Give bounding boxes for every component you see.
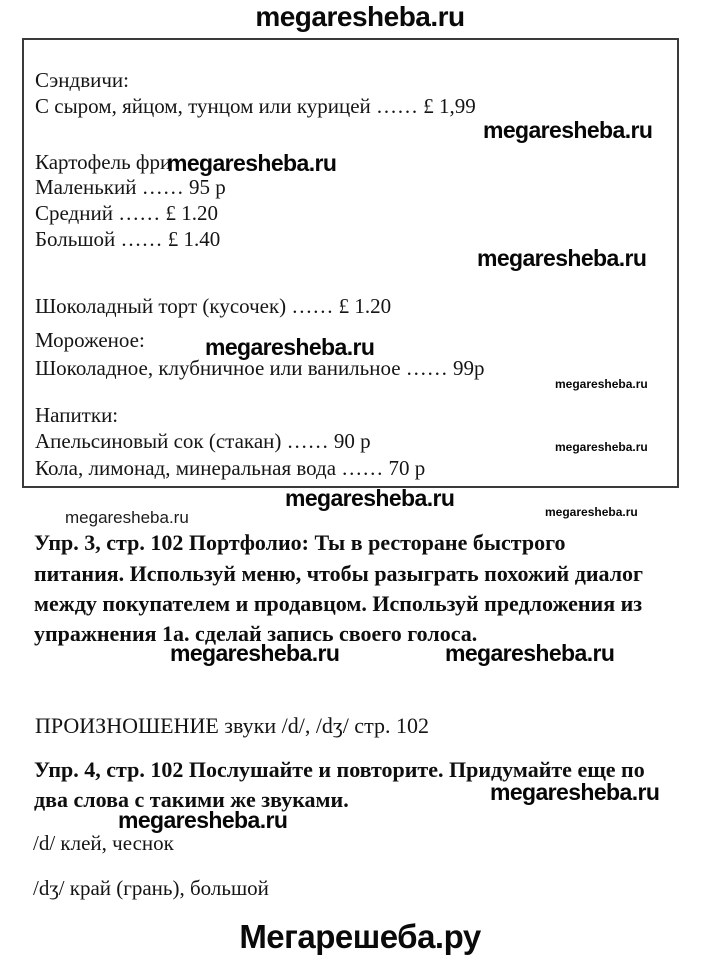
site-footer-logo: Мегарешеба.ру (239, 918, 481, 955)
watermark-text: megaresheba.ru (445, 640, 615, 666)
watermark-text: megaresheba.ru (167, 150, 337, 176)
exercise3-line: упражнения 1а. сделай запись своего голоса. (34, 621, 478, 646)
watermark-text: megaresheba.ru (477, 245, 647, 271)
menu-line: Напитки: (35, 403, 119, 427)
watermark-text: megaresheba.ru (555, 377, 648, 391)
watermark-text: megaresheba.ru (545, 505, 638, 519)
watermark-text: megaresheba.ru (285, 485, 455, 511)
menu-line: Сэндвичи: (35, 68, 129, 92)
menu-line: Маленький …… 95 р (35, 175, 226, 199)
menu-line: Шоколадное, клубничное или ванильное …… 99р (35, 356, 485, 380)
exercise3-line: Упр. 3, стр. 102 Портфолио: Ты в ресторане быстрого (34, 530, 566, 555)
watermark-text: megaresheba.ru (490, 779, 660, 805)
watermark-text: megaresheba.ru (65, 508, 189, 527)
watermark-text: megaresheba.ru (555, 440, 648, 454)
watermark-text: megaresheba.ru (205, 334, 375, 360)
watermark-text: megaresheba.ru (483, 117, 653, 143)
exercise4-line: два слова с такими же звуками. (34, 787, 349, 812)
menu-line: Средний …… £ 1.20 (35, 201, 218, 225)
watermark-text: megaresheba.ru (170, 640, 340, 666)
menu-line: Большой …… £ 1.40 (35, 227, 221, 251)
menu-line: Мороженое: (35, 328, 145, 352)
site-header-watermark: megaresheba.ru (255, 1, 465, 32)
pronunciation-heading: ПРОИЗНОШЕНИЕ звуки /d/, /dʒ/ стр. 102 (35, 713, 429, 738)
watermark-text: megaresheba.ru (118, 807, 288, 833)
menu-line: С сыром, яйцом, тунцом или курицей …… £ 1,99 (35, 94, 476, 118)
menu-line: Апельсиновый сок (стакан) …… 90 р (35, 429, 371, 453)
menu-line: Картофель фри (35, 150, 172, 174)
exercise4-line: Упр. 4, стр. 102 Послушайте и повторите. Придумайте еще по (34, 757, 645, 782)
sound-example-dzh: /dʒ/ край (грань), большой (33, 876, 269, 900)
menu-line: Шоколадный торт (кусочек) …… £ 1.20 (35, 294, 392, 318)
sound-example-d: /d/ клей, чеснок (33, 831, 174, 855)
menu-line: Кола, лимонад, минеральная вода …… 70 р (35, 456, 426, 480)
exercise3-line: между покупателем и продавцом. Используй предложения из (34, 591, 643, 616)
exercise3-line: питания. Используй меню, чтобы разыграть похожий диалог (34, 561, 644, 586)
